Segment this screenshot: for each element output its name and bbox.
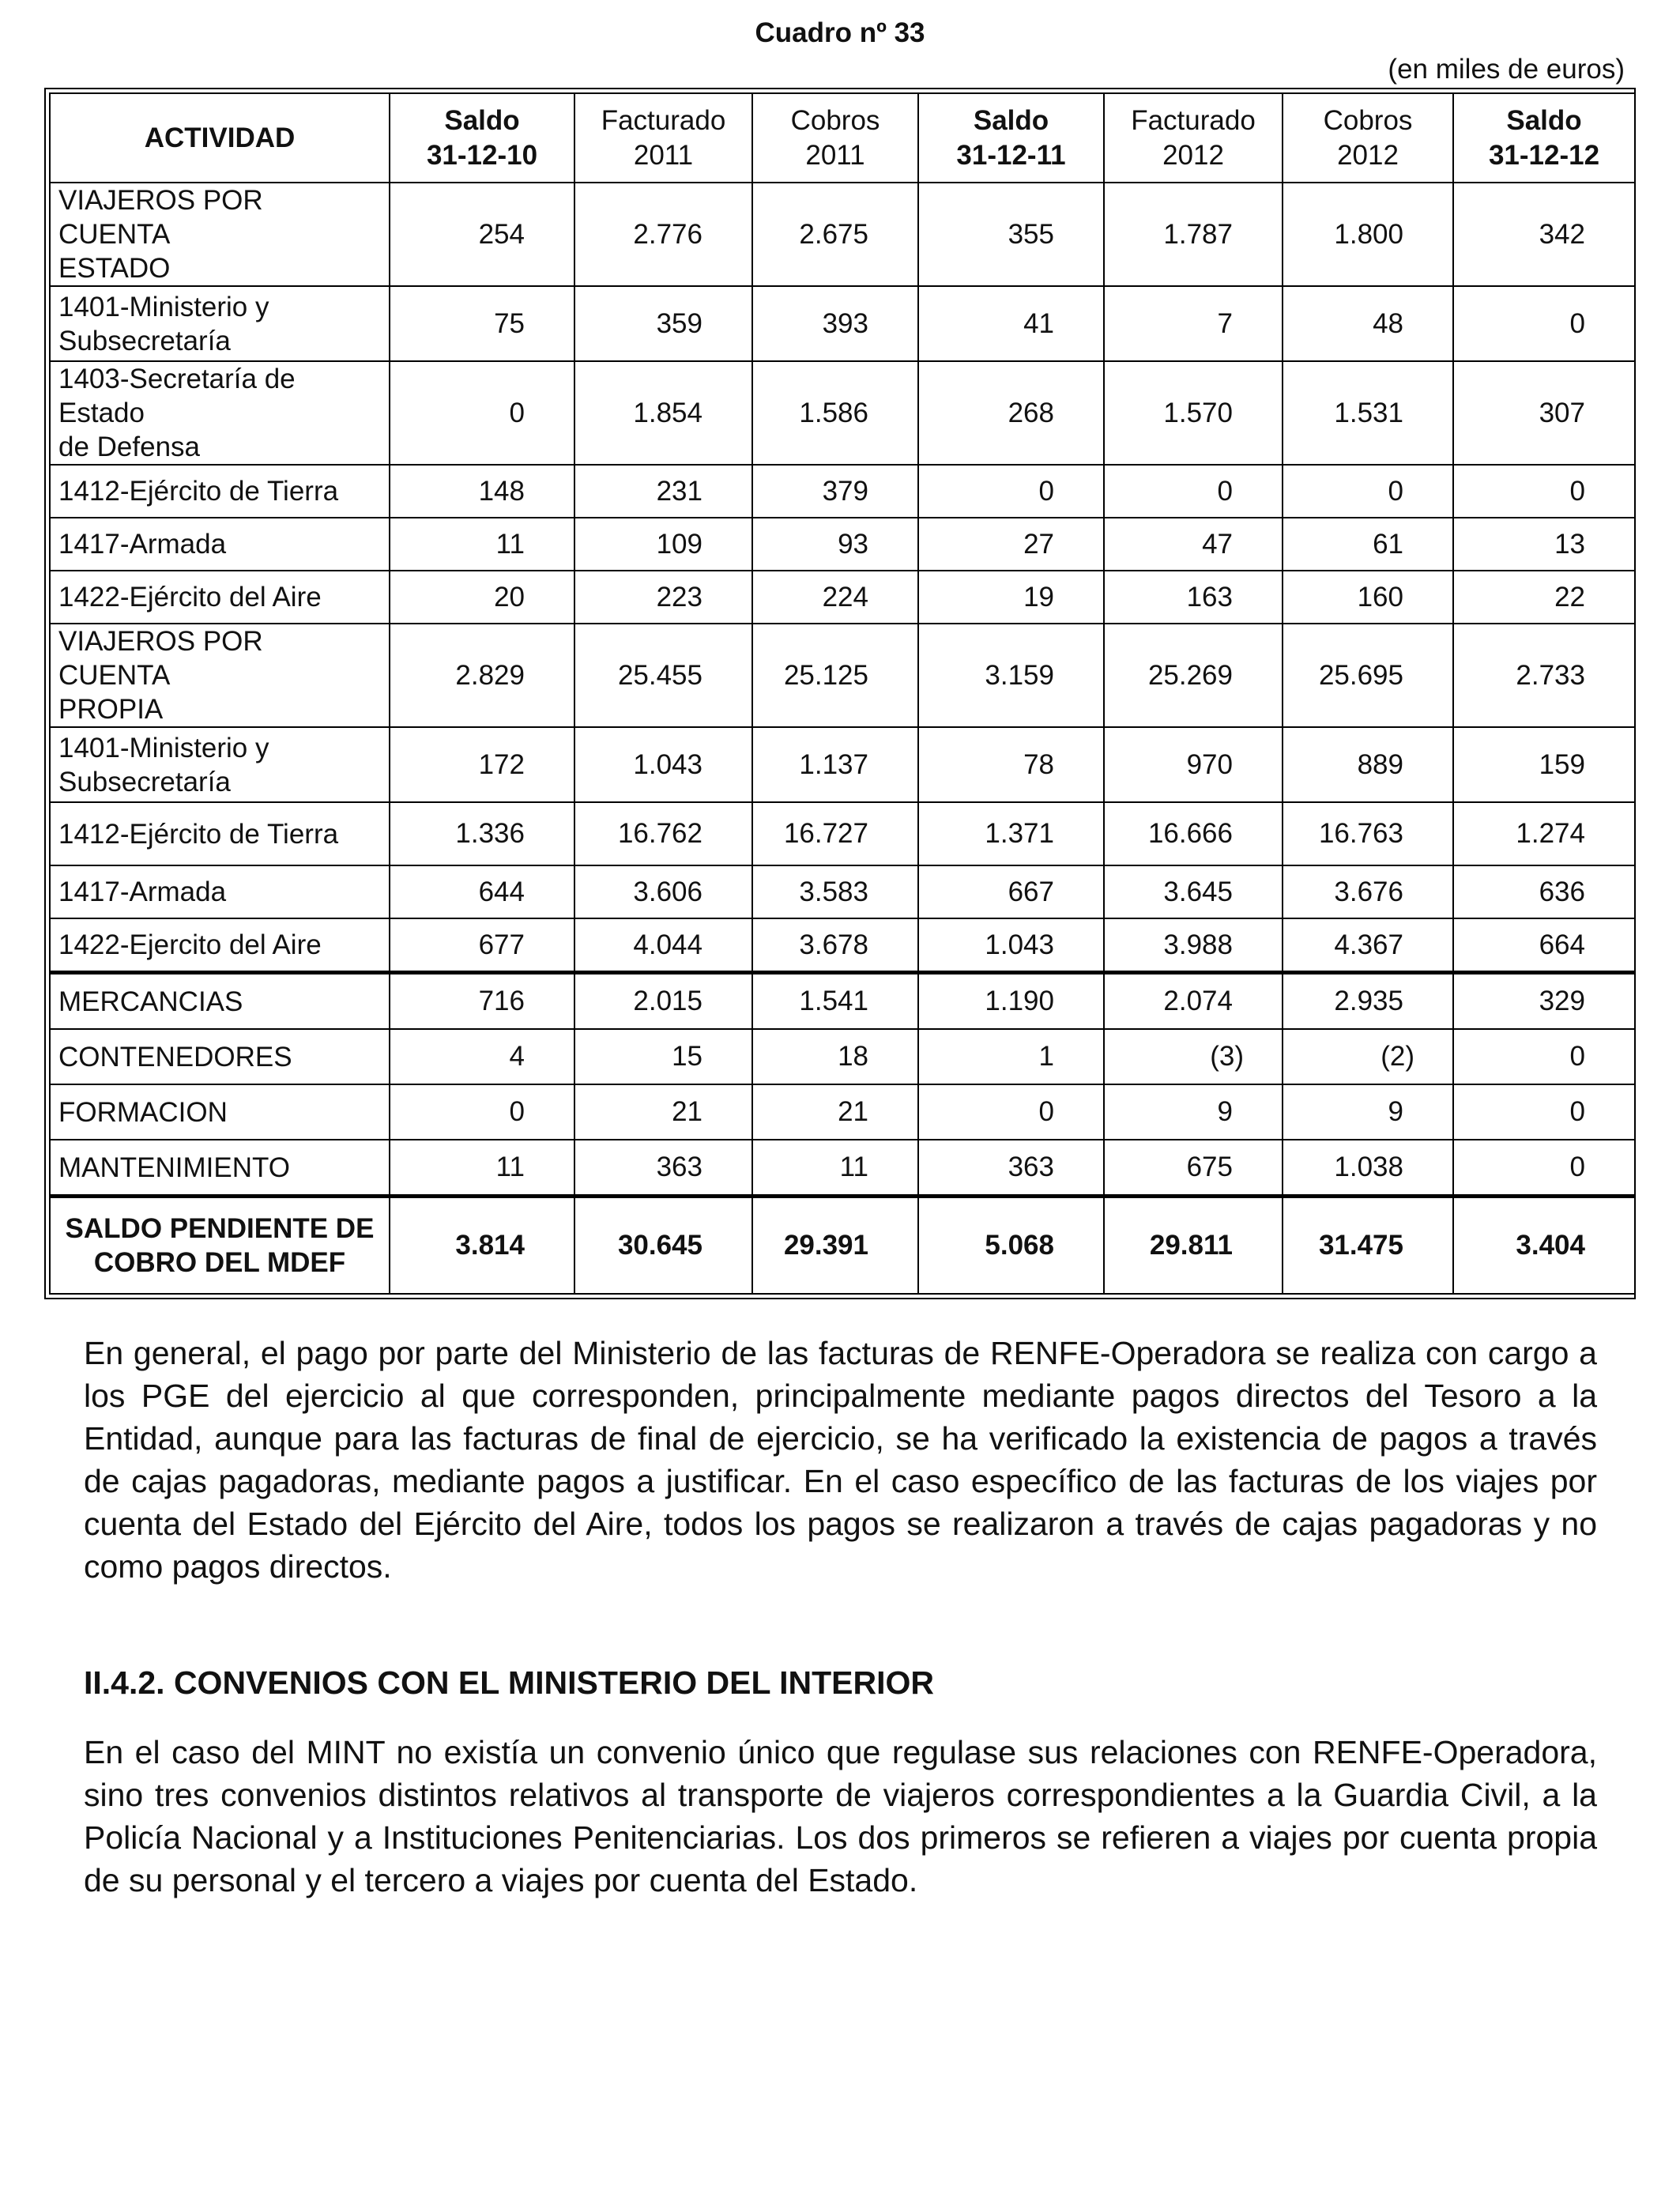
column-header: Cobros 2012	[1283, 93, 1453, 183]
table-cell: 16.762	[574, 802, 752, 865]
table-cell: 359	[574, 286, 752, 361]
table-cell: 3.404	[1453, 1197, 1635, 1295]
table-cell: 1.043	[918, 918, 1104, 973]
table-cell: 254	[390, 183, 574, 286]
table-row	[50, 802, 1635, 865]
table-cell: 970	[1104, 727, 1283, 802]
table-cell: 9	[1283, 1084, 1453, 1140]
table-cell: 1.531	[1283, 361, 1453, 465]
row-label: VIAJEROS POR CUENTA ESTADO	[50, 183, 390, 286]
table-cell: 3.678	[752, 918, 918, 973]
table-cell: 19	[918, 571, 1104, 624]
table-row	[50, 361, 1635, 465]
table-row	[50, 518, 1635, 571]
table-cell: 21	[574, 1084, 752, 1140]
table-cell: 3.645	[1104, 865, 1283, 918]
table-cell: 0	[918, 1084, 1104, 1140]
table-cell: 889	[1283, 727, 1453, 802]
table-row	[50, 183, 1635, 286]
table-cell: 30.645	[574, 1197, 752, 1295]
table-cell: 1.800	[1283, 183, 1453, 286]
table-cell: 25.455	[574, 624, 752, 727]
table-cell: 25.695	[1283, 624, 1453, 727]
table-row	[50, 571, 1635, 624]
table-cell: (2)	[1283, 1029, 1453, 1084]
row-label: 1422-Ejército del Aire	[50, 571, 390, 624]
table-cell: 1.043	[574, 727, 752, 802]
table-cell: 22	[1453, 571, 1635, 624]
table-title: Cuadro nº 33	[755, 17, 925, 48]
table-cell: 3.583	[752, 865, 918, 918]
table-cell: 231	[574, 465, 752, 518]
table-cell: 11	[390, 518, 574, 571]
table-cell: 16.727	[752, 802, 918, 865]
table-cell: 1.274	[1453, 802, 1635, 865]
table-cell: 636	[1453, 865, 1635, 918]
table-cell: 0	[918, 465, 1104, 518]
table-cell: 16.763	[1283, 802, 1453, 865]
column-header-actividad: ACTIVIDAD	[50, 93, 390, 183]
table-cell: 16.666	[1104, 802, 1283, 865]
table-cell: 675	[1104, 1140, 1283, 1197]
table-header-row	[50, 93, 1635, 183]
table-cell: 2.776	[574, 183, 752, 286]
table-row	[50, 286, 1635, 361]
table-cell: 2.829	[390, 624, 574, 727]
table-cell: 329	[1453, 973, 1635, 1030]
row-label: 1401-Ministerio y Subsecretaría	[50, 286, 390, 361]
table-cell: 1.137	[752, 727, 918, 802]
table-cell: 379	[752, 465, 918, 518]
paragraph-mint: En el caso del MINT no existía un convenio único que regulase sus relaciones con RENFE-Operadora, sino tres convenios distintos relativos al transporte de viajeros correspondientes a la Guardia Civil, a la Policía Nacional y a Instituciones Penitenciarias. Los dos primeros se refieren a viajes por cuenta propia de su personal y el tercero a viajes por cuenta del Estado.	[84, 1734, 1597, 1898]
table-cell: 0	[1453, 465, 1635, 518]
table-row	[50, 624, 1635, 727]
table-cell: 1.570	[1104, 361, 1283, 465]
table-cell: 3.988	[1104, 918, 1283, 973]
table-frame	[44, 88, 1636, 1299]
column-header: Facturado 2012	[1104, 93, 1283, 183]
table-cell: 27	[918, 518, 1104, 571]
table-cell: 0	[1453, 1029, 1635, 1084]
column-header: Cobros 2011	[752, 93, 918, 183]
row-label: CONTENEDORES	[50, 1029, 390, 1084]
table-cell: 224	[752, 571, 918, 624]
row-label: 1412-Ejército de Tierra	[50, 802, 390, 865]
table-row	[50, 1140, 1635, 1197]
table-cell: 1	[918, 1029, 1104, 1084]
table-cell: 0	[1104, 465, 1283, 518]
table-cell: 0	[1453, 286, 1635, 361]
table-body	[50, 183, 1635, 1294]
table-cell: 1.336	[390, 802, 574, 865]
data-table	[49, 92, 1636, 1295]
row-label: MERCANCIAS	[50, 973, 390, 1030]
unit-note: (en miles de euros)	[1388, 54, 1625, 85]
table-cell: 0	[390, 361, 574, 465]
table-cell: 93	[752, 518, 918, 571]
table-cell: 1.038	[1283, 1140, 1453, 1197]
table-cell: 15	[574, 1029, 752, 1084]
table-cell: 667	[918, 865, 1104, 918]
table-cell: 20	[390, 571, 574, 624]
table-cell: 3.159	[918, 624, 1104, 727]
table-cell: 13	[1453, 518, 1635, 571]
table-cell: 11	[752, 1140, 918, 1197]
row-label: VIAJEROS POR CUENTA PROPIA	[50, 624, 390, 727]
table-cell: 342	[1453, 183, 1635, 286]
table-cell: 363	[918, 1140, 1104, 1197]
table-cell: 4.367	[1283, 918, 1453, 973]
table-cell: (3)	[1104, 1029, 1283, 1084]
table-cell: 160	[1283, 571, 1453, 624]
table-cell: 0	[1453, 1084, 1635, 1140]
table-cell: 0	[1453, 1140, 1635, 1197]
table-cell: 393	[752, 286, 918, 361]
table-cell: 29.391	[752, 1197, 918, 1295]
table-cell: 1.787	[1104, 183, 1283, 286]
table-cell: 109	[574, 518, 752, 571]
table-cell: 223	[574, 571, 752, 624]
table-cell: 78	[918, 727, 1104, 802]
table-cell: 148	[390, 465, 574, 518]
row-label: SALDO PENDIENTE DE COBRO DEL MDEF	[50, 1197, 390, 1295]
total-row	[50, 1197, 1635, 1295]
table-cell: 2.935	[1283, 973, 1453, 1030]
row-label: FORMACION	[50, 1084, 390, 1140]
table-row	[50, 865, 1635, 918]
table-cell: 11	[390, 1140, 574, 1197]
table-cell: 664	[1453, 918, 1635, 973]
table-cell: 7	[1104, 286, 1283, 361]
table-cell: 48	[1283, 286, 1453, 361]
table-row	[50, 727, 1635, 802]
table-row	[50, 1084, 1635, 1140]
table-cell: 4	[390, 1029, 574, 1084]
column-header: Saldo 31-12-11	[918, 93, 1104, 183]
table-cell: 1.586	[752, 361, 918, 465]
table-cell: 644	[390, 865, 574, 918]
table-cell: 0	[390, 1084, 574, 1140]
row-label: 1412-Ejército de Tierra	[50, 465, 390, 518]
table-cell: 2.675	[752, 183, 918, 286]
table-cell: 3.814	[390, 1197, 574, 1295]
row-label: 1403-Secretaría de Estado de Defensa	[50, 361, 390, 465]
row-label: MANTENIMIENTO	[50, 1140, 390, 1197]
table-cell: 3.606	[574, 865, 752, 918]
table-cell: 677	[390, 918, 574, 973]
table-cell: 29.811	[1104, 1197, 1283, 1295]
column-header: Saldo 31-12-12	[1453, 93, 1635, 183]
table-row	[50, 465, 1635, 518]
table-cell: 268	[918, 361, 1104, 465]
table-cell: 25.125	[752, 624, 918, 727]
table-row	[50, 973, 1635, 1030]
table-cell: 172	[390, 727, 574, 802]
table-cell: 5.068	[918, 1197, 1104, 1295]
table-cell: 75	[390, 286, 574, 361]
paragraph-payments: En general, el pago por parte del Ministerio de las facturas de RENFE-Operadora se realiza con cargo a los PGE del ejercicio al que corresponden, principalmente mediante pagos directos del Tesoro a la Entidad, aunque para las facturas de final de ejercicio, se ha verificado la existencia de pagos a través de cajas pagadoras, mediante pagos a justificar. En el caso específico de las facturas de los viajes por cuenta del Estado del Ejército del Aire, todos los pagos se realizaron a través de cajas pagadoras y no como pagos directos.	[84, 1335, 1597, 1585]
table-cell: 18	[752, 1029, 918, 1084]
table-cell: 25.269	[1104, 624, 1283, 727]
row-label: 1401-Ministerio y Subsecretaría	[50, 727, 390, 802]
column-header: Saldo 31-12-10	[390, 93, 574, 183]
table-cell: 31.475	[1283, 1197, 1453, 1295]
table-cell: 1.371	[918, 802, 1104, 865]
table-cell: 307	[1453, 361, 1635, 465]
table-cell: 1.190	[918, 973, 1104, 1030]
table-cell: 1.541	[752, 973, 918, 1030]
table-row	[50, 1029, 1635, 1084]
table-cell: 2.015	[574, 973, 752, 1030]
table-cell: 1.854	[574, 361, 752, 465]
row-label: 1422-Ejercito del Aire	[50, 918, 390, 973]
table-cell: 716	[390, 973, 574, 1030]
table-cell: 0	[1283, 465, 1453, 518]
row-label: 1417-Armada	[50, 865, 390, 918]
table-cell: 2.733	[1453, 624, 1635, 727]
table-cell: 363	[574, 1140, 752, 1197]
table-cell: 41	[918, 286, 1104, 361]
table-cell: 9	[1104, 1084, 1283, 1140]
table-cell: 61	[1283, 518, 1453, 571]
table-cell: 3.676	[1283, 865, 1453, 918]
row-label: 1417-Armada	[50, 518, 390, 571]
table-cell: 47	[1104, 518, 1283, 571]
table-cell: 355	[918, 183, 1104, 286]
table-cell: 2.074	[1104, 973, 1283, 1030]
table-cell: 4.044	[574, 918, 752, 973]
column-header: Facturado 2011	[574, 93, 752, 183]
table-cell: 163	[1104, 571, 1283, 624]
section-heading: II.4.2. CONVENIOS CON EL MINISTERIO DEL INTERIOR	[84, 1664, 935, 1701]
table-cell: 21	[752, 1084, 918, 1140]
table-row	[50, 918, 1635, 973]
table-cell: 159	[1453, 727, 1635, 802]
